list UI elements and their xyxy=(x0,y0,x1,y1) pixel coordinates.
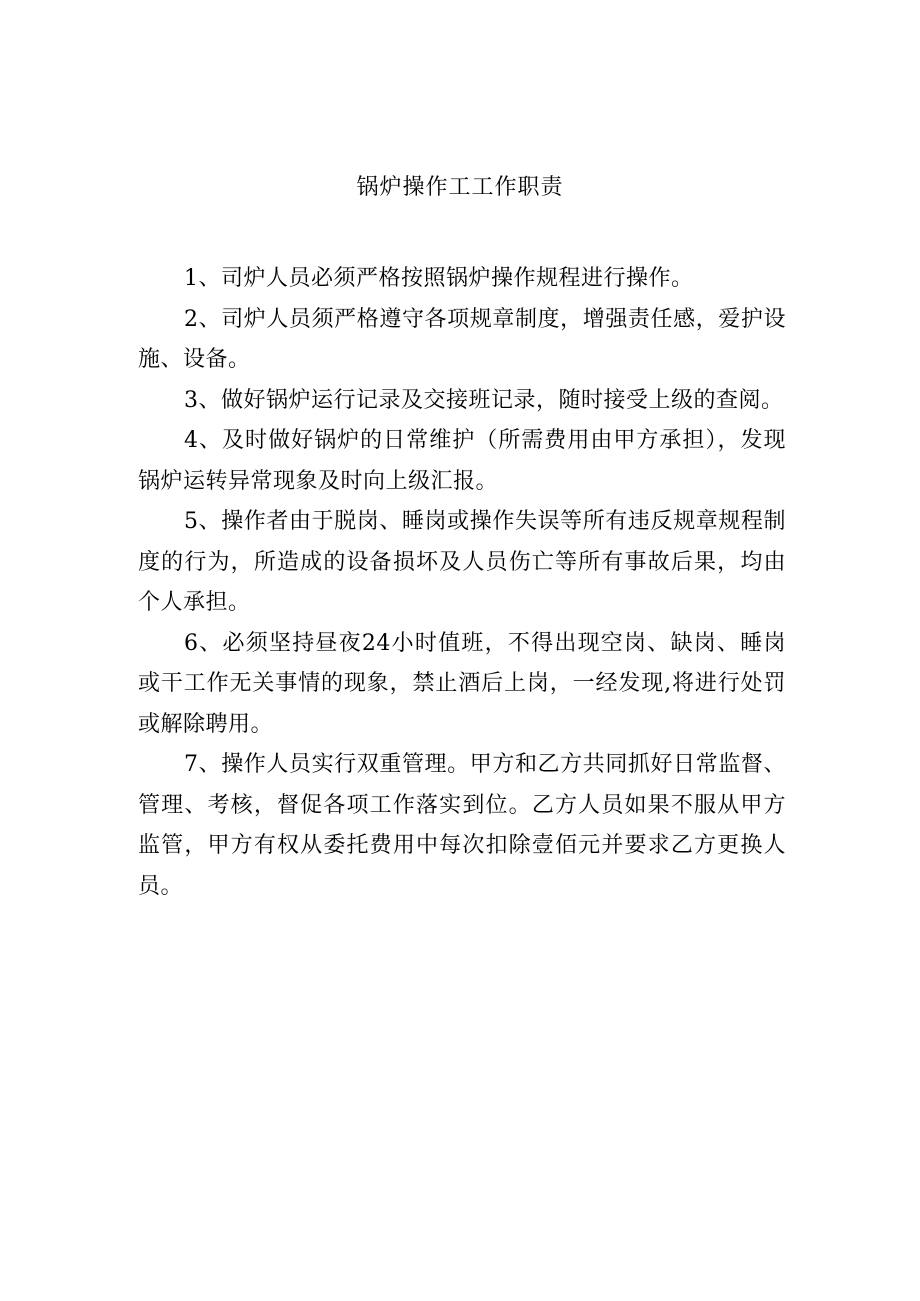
duty-item-3: 3、做好锅炉运行记录及交接班记录，随时接受上级的查阅。 xyxy=(184,387,784,413)
duty-item-2: 2、司炉人员须严格遵守各项规章制度，增强责任感，爱护设施、设备。 xyxy=(138,306,786,372)
document-body xyxy=(138,259,786,907)
duty-item-7: 7、操作人员实行双重管理。甲方和乙方共同抓好日常监督、管理、考核，督促各项工作落实到位。乙方人员如果不服从甲方监管，甲方有权从委托费用中每次扣除壹佰元并要求乙方更换人员。 xyxy=(138,752,786,899)
duty-item-5: 5、操作者由于脱岗、睡岗或操作失误等所有违反规章规程制度的行为，所造成的设备损坏及人员伤亡等所有事故后果，均由个人承担。 xyxy=(138,509,786,615)
document-title: 锅炉操作工工作职责 xyxy=(356,175,564,200)
duty-item-4: 4、及时做好锅炉的日常维护（所需费用由甲方承担），发现锅炉运转异常现象及时向上级汇报。 xyxy=(138,428,786,494)
duty-item-6: 6、必须坚持昼夜24小时值班，不得出现空岗、缺岗、睡岗或干工作无关事情的现象，禁止酒后上岗，一经发现,将进行处罚或解除聘用。 xyxy=(138,630,786,737)
duty-item-1: 1、司炉人员必须严格按照锅炉操作规程进行操作。 xyxy=(184,266,694,291)
